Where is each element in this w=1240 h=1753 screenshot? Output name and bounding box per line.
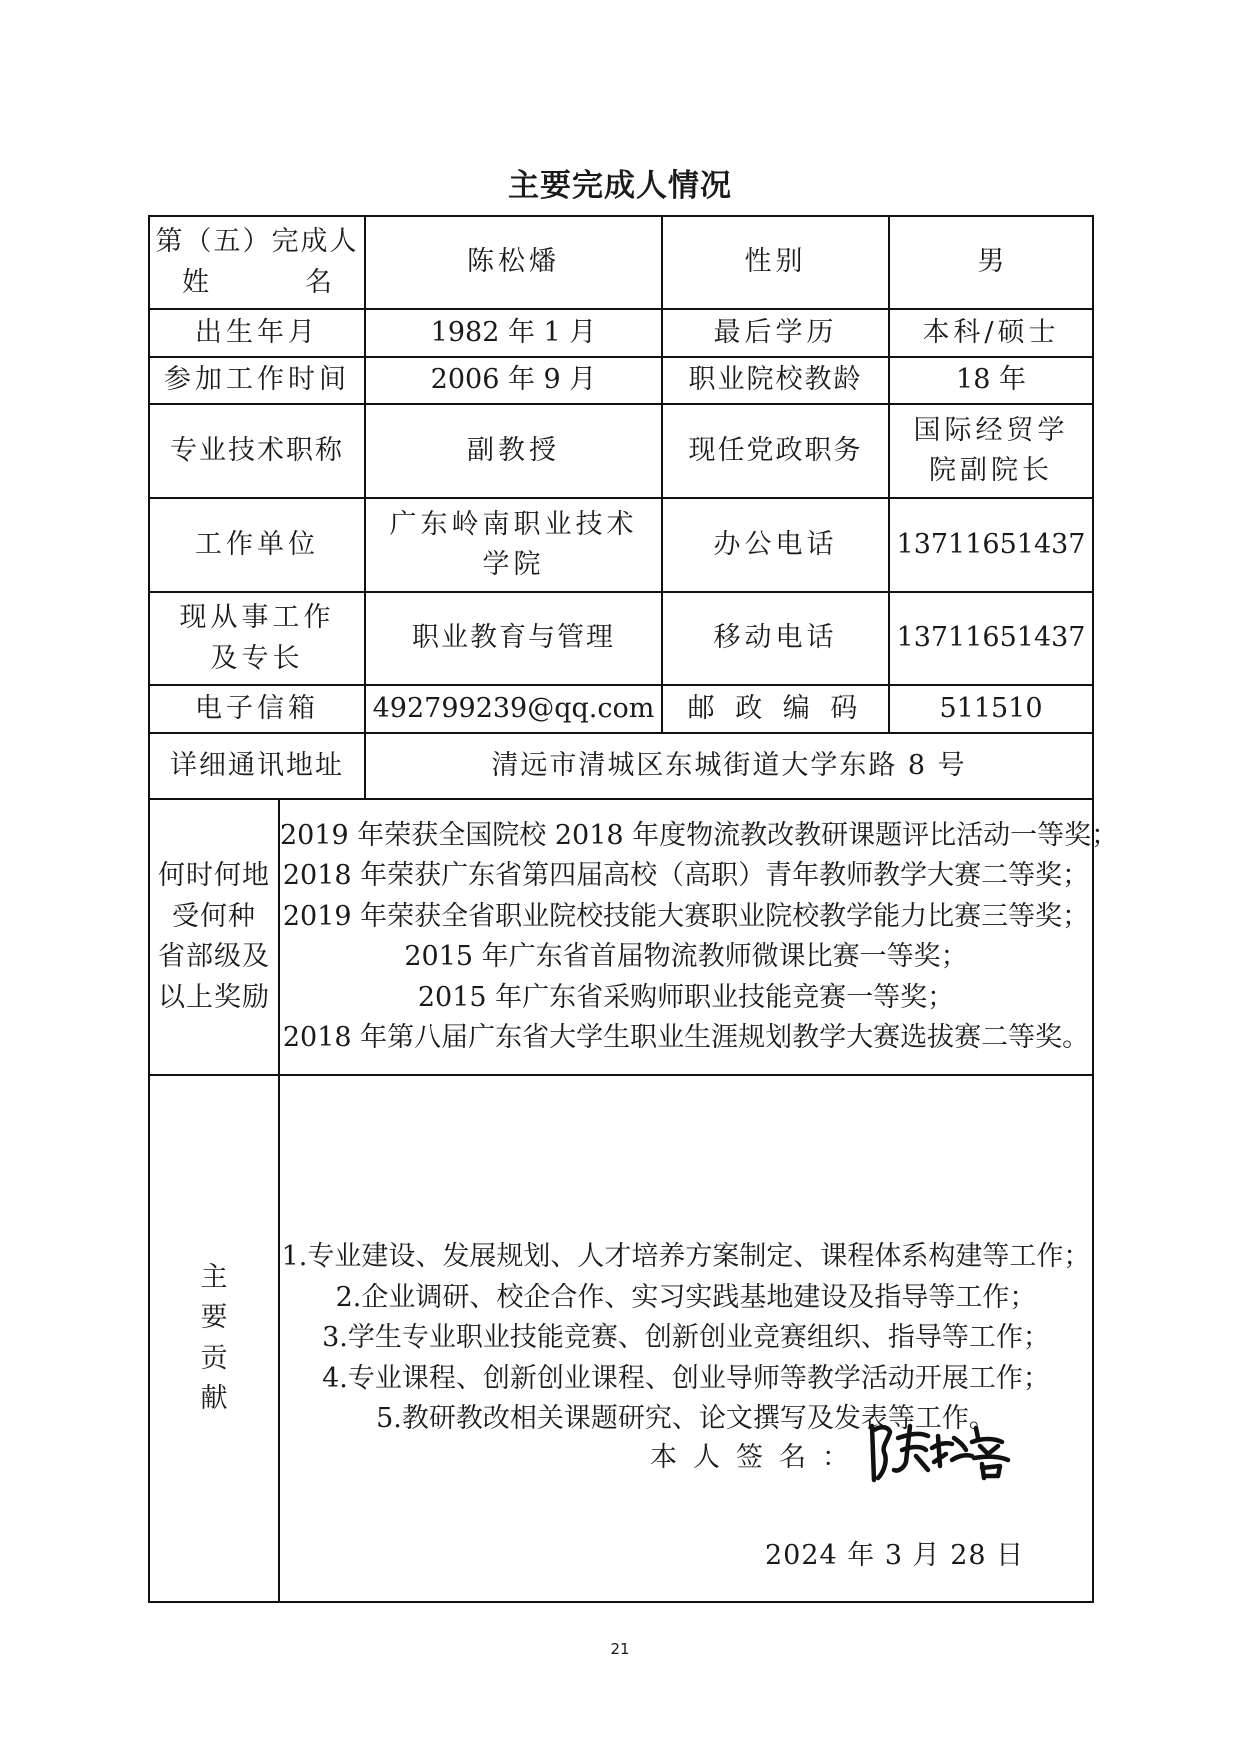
address-label: 详细通讯地址	[149, 733, 365, 799]
education-label: 最后学历	[662, 309, 889, 357]
signature-label: 本人签名：	[650, 1442, 865, 1473]
row-email-postcode	[149, 685, 1093, 733]
specialty-label-line2: 及专长	[210, 642, 304, 674]
page-number: 21	[610, 1640, 630, 1658]
gender-label: 性别	[662, 216, 889, 309]
signature-date: 2024 年 3 月 28 日	[765, 1540, 1025, 1571]
mobile-label: 移动电话	[662, 592, 889, 685]
work-start-label: 参加工作时间	[149, 357, 365, 404]
employer-value-line2: 学院	[482, 549, 545, 580]
employer-label: 工作单位	[149, 498, 365, 592]
contributions-label-char: 贡	[200, 1342, 228, 1374]
award-item: 2018 年第八届广东省大学生职业生涯规划教学大赛选拔赛二等奖。	[282, 1022, 1090, 1053]
award-item: 2019 年荣获全国院校 2018 年度物流教改教研课题评比活动一等奖；	[280, 819, 1119, 851]
awards-label-line: 受何种	[172, 900, 256, 932]
awards-label-line: 省部级及	[158, 941, 270, 972]
position-value-line1: 国际经贸学	[913, 414, 1069, 446]
education-value: 本科/硕士	[889, 309, 1093, 357]
specialty-label-line1: 现从事工作	[179, 602, 335, 633]
award-item: 2018 年荣获广东省第四届高校（高职）青年教师教学大赛二等奖；	[282, 860, 1090, 891]
award-item: 2019 年荣获全省职业院校技能大赛职业院校教学能力比赛三等奖；	[282, 900, 1090, 932]
employer-value-line1: 广东岭南职业技术	[389, 508, 638, 540]
name-value: 陈松燔	[365, 216, 662, 309]
awards-label-line: 以上奖励	[158, 981, 270, 1013]
teaching-years-value: 18 年	[889, 357, 1093, 404]
row-awards	[149, 799, 1093, 1075]
award-item: 2015 年广东省采购师职业技能竞赛一等奖；	[417, 981, 955, 1013]
position-label: 现任党政职务	[662, 404, 889, 498]
page-title: 主要完成人情况	[508, 168, 732, 204]
handwritten-signature	[868, 1416, 1018, 1486]
award-item: 2015 年广东省首届物流教师微课比赛一等奖；	[404, 941, 968, 972]
gender-value: 男	[889, 216, 1093, 309]
row-name-gender	[149, 216, 1093, 309]
contributions-label	[149, 1075, 279, 1602]
contribution-item: 3.学生专业职业技能竞赛、创新创业竞赛组织、指导等工作；	[322, 1322, 1050, 1354]
row-address	[149, 733, 1093, 799]
signature-row	[280, 1416, 1092, 1496]
specialty-value: 职业教育与管理	[365, 592, 662, 685]
mobile-value: 13711651437	[889, 592, 1093, 685]
position-value	[889, 404, 1093, 498]
birth-label: 出生年月	[149, 309, 365, 357]
birth-value: 1982 年 1 月	[365, 309, 662, 357]
email-label: 电子信箱	[149, 685, 365, 733]
contribution-item: 4.专业课程、创新创业课程、创业导师等教学活动开展工作；	[322, 1362, 1050, 1394]
name-label-line1: 第（五）完成人	[155, 226, 359, 257]
row-birth-education	[149, 309, 1093, 357]
contributions-label-char: 要	[200, 1302, 228, 1333]
awards-list	[279, 799, 1119, 1075]
postcode-label: 邮 政 编 码	[662, 685, 889, 733]
contribution-item: 2.企业调研、校企合作、实习实践基地建设及指导等工作；	[335, 1281, 1037, 1313]
contribution-item: 1.专业建设、发展规划、人才培养方案制定、课程体系构建等工作；	[281, 1241, 1091, 1273]
work-start-value: 2006 年 9 月	[365, 357, 662, 404]
row-specialty-mobile	[149, 592, 1093, 685]
position-value-line2: 院副院长	[929, 455, 1053, 486]
address-value: 清远市清城区东城街道大学东路 8 号	[365, 733, 1093, 799]
name-label-char-1: 姓	[182, 266, 209, 298]
professional-title-value: 副教授	[365, 404, 662, 498]
row-work-start	[149, 357, 1093, 404]
email-value: 492799239@qq.com	[365, 685, 662, 733]
office-phone-value: 13711651437	[889, 498, 1093, 592]
personnel-info-table	[148, 215, 1119, 1603]
teaching-years-label: 职业院校教龄	[662, 357, 889, 404]
name-label-line2	[182, 263, 332, 304]
row-employer-office-phone	[149, 498, 1093, 592]
row-title-position	[149, 404, 1093, 498]
awards-label-line: 何时何地	[158, 860, 270, 891]
contributions-content	[279, 1075, 1093, 1602]
postcode-value: 511510	[889, 685, 1093, 733]
name-label-cell	[149, 216, 365, 309]
professional-title-label: 专业技术职称	[149, 404, 365, 498]
name-label-char-2: 名	[305, 266, 332, 298]
contributions-label-char: 主	[200, 1261, 228, 1293]
contribution-item: 5.教研教改相关课题研究、论文撰写及发表等工作。	[376, 1403, 996, 1435]
specialty-label	[149, 592, 365, 685]
contributions-label-char: 献	[200, 1383, 228, 1414]
employer-value	[365, 498, 662, 592]
awards-label	[149, 799, 279, 1075]
office-phone-label: 办公电话	[662, 498, 889, 592]
row-contributions	[149, 1075, 1093, 1602]
